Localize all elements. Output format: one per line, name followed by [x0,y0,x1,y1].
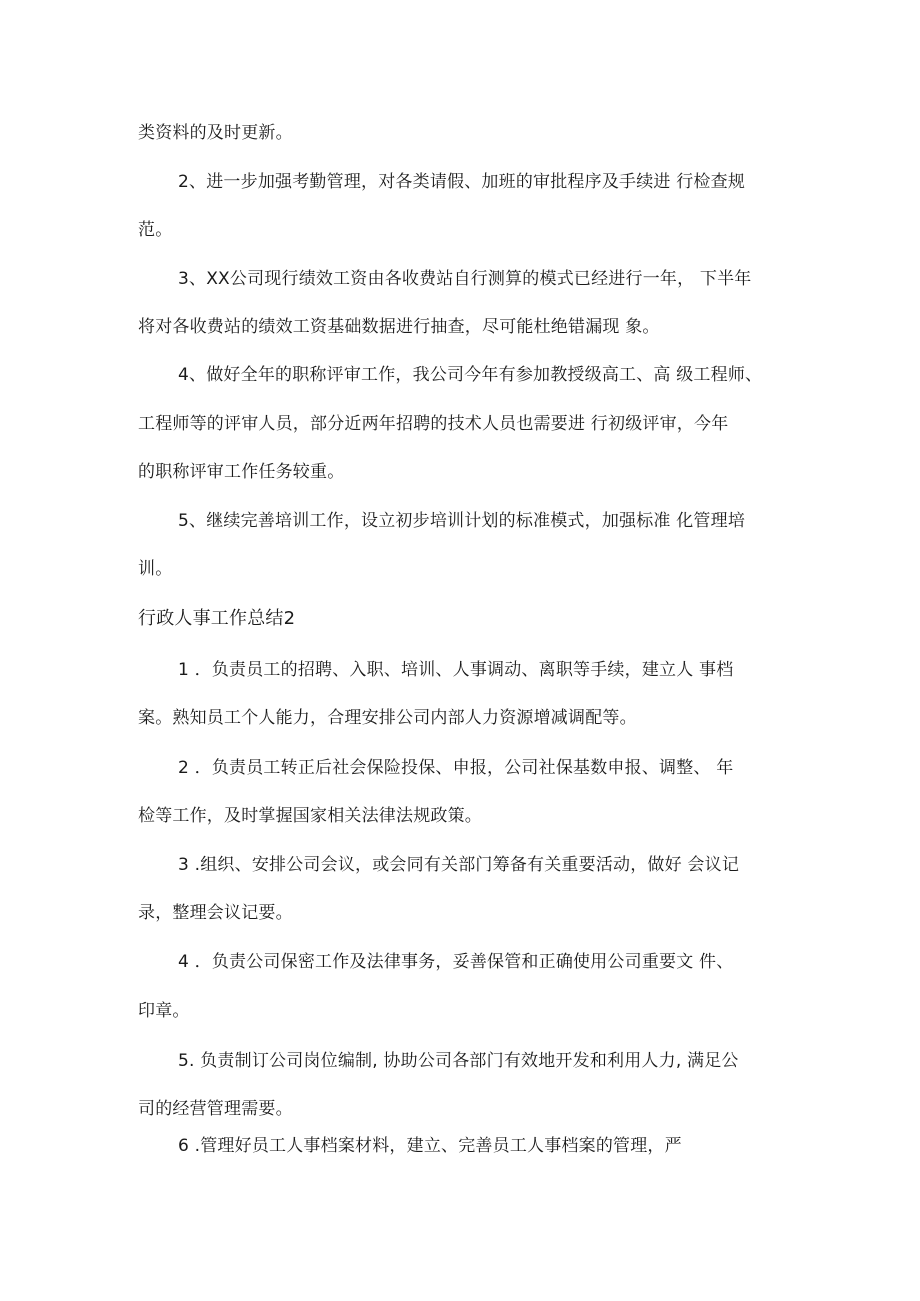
paragraph-line: 3、XX公司现行绩效工资由各收费站自行测算的模式已经进行一年， 下半年 [178,269,752,289]
list-item-line: 录，整理会议记要。 [138,903,293,923]
paragraph-line: 工程师等的评审人员，部分近两年招聘的技术人员也需要进 行初级评审，今年 [138,414,729,434]
list-item-line: 司的经营管理需要。 [138,1099,293,1119]
paragraph-line: 5、继续完善培训工作，设立初步培训计划的标准模式，加强标准 化管理培 [178,511,746,531]
list-item-line: 案。熟知员工个人能力，合理安排公司内部人力资源增减调配等。 [138,708,637,728]
paragraph-line: 范。 [138,220,173,240]
list-item-line: 2 ．负责员工转正后社会保险投保、申报，公司社保基数申报、调整、 年 [178,758,734,778]
list-item-line: 5. 负责制订公司岗位编制, 协助公司各部门有效地开发和利用人力, 满足公 [178,1051,739,1071]
list-item-line: 印章。 [138,1001,190,1021]
paragraph-line: 4、做好全年的职称评审工作，我公司今年有参加教授级高工、高 级工程师、 [178,365,763,385]
list-item-line: 1 ．负责员工的招聘、入职、培训、人事调动、离职等手续，建立人 事档 [178,660,734,680]
paragraph-line: 的职称评审工作任务较重。 [138,462,345,482]
list-item-line: 6 .管理好员工人事档案材料，建立、完善员工人事档案的管理，严 [178,1136,682,1156]
section-heading: 行政人事工作总结2 [138,608,296,629]
list-item-line: 3 .组织、安排公司会议，或会同有关部门筹备有关重要活动，做好 会议记 [178,855,740,875]
paragraph-line: 类资料的及时更新。 [138,123,293,143]
list-item-line: 4 ．负责公司保密工作及法律事务，妥善保管和正确使用公司重要文 件、 [178,952,734,972]
paragraph-line: 训。 [138,559,173,579]
paragraph-line: 2、进一步加强考勤管理，对各类请假、加班的审批程序及手续进 行检查规 [178,172,746,192]
paragraph-line: 将对各收费站的绩效工资基础数据进行抽查，尽可能杜绝错漏现 象。 [138,317,660,337]
list-item-line: 检等工作，及时掌握国家相关法律法规政策。 [138,806,482,826]
